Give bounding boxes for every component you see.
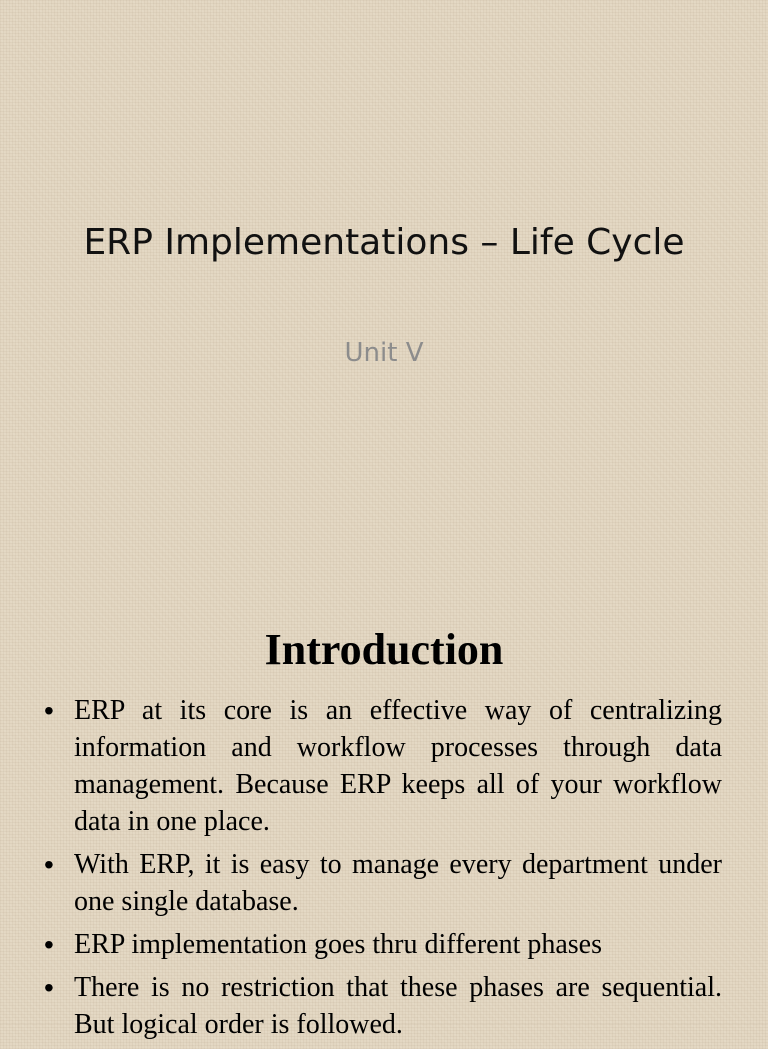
introduction-slide (0, 600, 768, 1040)
slide-heading: Introduction (264, 625, 504, 674)
bullet-icon: • (44, 929, 54, 960)
bullet-list (42, 692, 722, 1049)
bullet-text: ERP at its core is an effective way of centralizing information and workflow processes through data management. Because ERP keeps all of your workflow data in one place. (74, 695, 722, 837)
bullet-text: ERP implementation goes thru different phases (74, 929, 603, 960)
bullet-item (42, 926, 722, 963)
slide-title: ERP Implementations – Life Cycle (83, 222, 685, 263)
bullet-icon: • (44, 695, 54, 726)
bullet-item (42, 846, 722, 920)
bullet-item (42, 969, 722, 1043)
bullet-icon: • (44, 972, 54, 1003)
bullet-text: With ERP, it is easy to manage every department under one single database. (74, 849, 722, 917)
bullet-item (42, 692, 722, 840)
slide-subtitle: Unit V (344, 338, 424, 368)
bullet-icon: • (44, 849, 54, 880)
bullet-text: There is no restriction that these phases are sequential. But logical order is followed. (74, 972, 722, 1040)
